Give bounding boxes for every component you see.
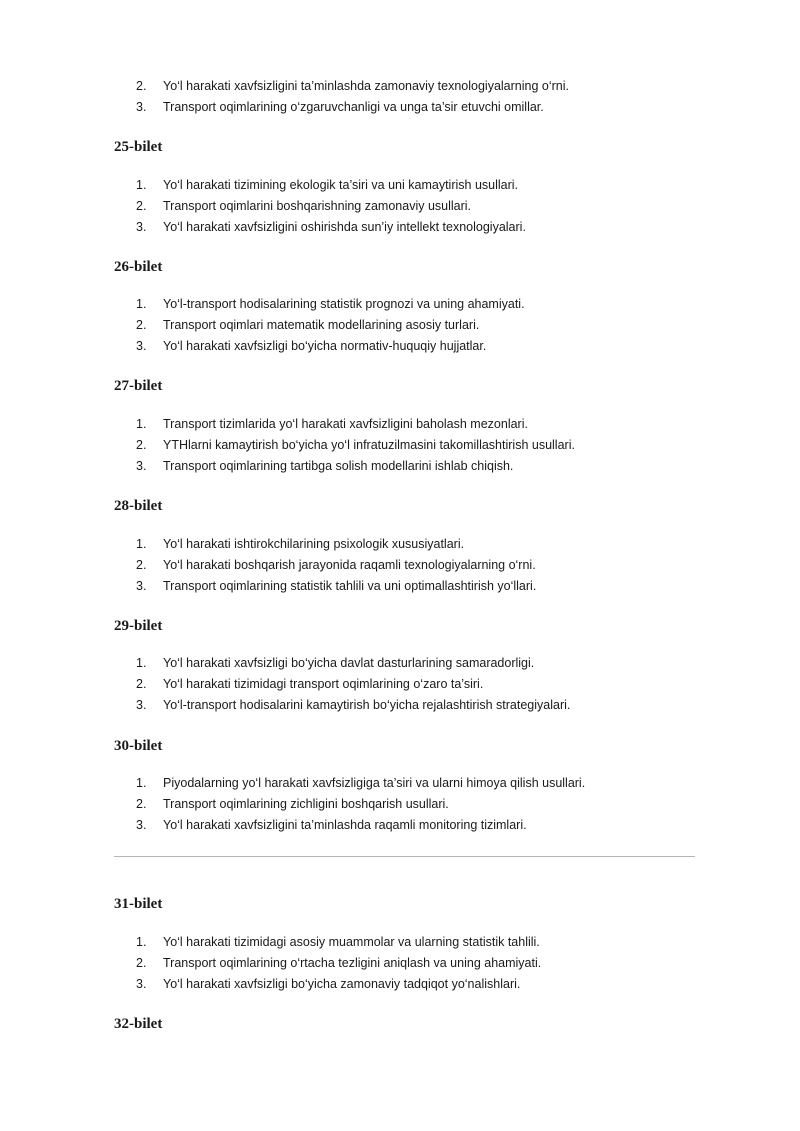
question-number: 2. (136, 956, 147, 970)
question-text: Yo‘l harakati xavfsizligini ta’minlashda raqamli monitoring tizimlari. (163, 818, 527, 832)
question-text: Yo‘l harakati ishtirokchilarining psixologik xususiyatlari. (163, 537, 465, 551)
ticket-title: 25-bilet (114, 139, 163, 155)
question-number: 1. (136, 935, 147, 949)
question-number: 3. (136, 339, 147, 353)
question-number: 2. (136, 79, 147, 93)
question-number: 1. (136, 178, 147, 192)
intro-question-list (0, 76, 800, 118)
question-text: Yo‘l harakati xavfsizligini oshirishda sun’iy intellekt texnologiyalari. (163, 220, 526, 234)
question-text: Yo‘l harakati xavfsizligi bo‘yicha zamonaviy tadqiqot yo‘nalishlari. (163, 977, 521, 991)
list-item (0, 695, 800, 716)
question-number: 1. (136, 776, 147, 790)
question-number: 2. (136, 677, 147, 691)
list-item (0, 653, 800, 674)
list-item (0, 555, 800, 576)
question-number: 2. (136, 558, 147, 572)
question-text: Transport oqimlari matematik modellarining asosiy turlari. (163, 318, 480, 332)
ticket-question-list (0, 414, 800, 477)
question-text: Yo‘l harakati boshqarish jarayonida raqamli texnologiyalarning o‘rni. (163, 558, 536, 572)
list-item (0, 217, 800, 238)
question-number: 3. (136, 977, 147, 991)
question-text: Transport tizimlarida yo‘l harakati xavfsizligini baholash mezonlari. (163, 417, 528, 431)
list-item (0, 97, 800, 118)
ticket-question-list (0, 534, 800, 597)
question-number: 3. (136, 100, 147, 114)
question-text: Yo‘l-transport hodisalarining statistik prognozi va uning ahamiyati. (163, 297, 525, 311)
question-text: Transport oqimlarining o‘rtacha tezligini aniqlash va uning ahamiyati. (163, 956, 542, 970)
question-number: 3. (136, 220, 147, 234)
question-text: Yo‘l harakati xavfsizligini ta’minlashda zamonaviy texnologiyalarning o‘rni. (163, 79, 569, 93)
ticket-title: 29-bilet (114, 618, 163, 634)
list-item (0, 534, 800, 555)
question-text: Transport oqimlarining o‘zgaruvchanligi va unga ta’sir etuvchi omillar. (163, 100, 544, 114)
question-number: 2. (136, 318, 147, 332)
question-text: YTHlarni kamaytirish bo‘yicha yo‘l infratuzilmasini takomillashtirish usullari. (163, 438, 575, 452)
list-item (0, 336, 800, 357)
question-text: Transport oqimlarining zichligini boshqarish usullari. (163, 797, 449, 811)
ticket-title: 28-bilet (114, 498, 163, 514)
question-number: 1. (136, 656, 147, 670)
question-number: 1. (136, 297, 147, 311)
ticket-question-list (0, 175, 800, 238)
horizontal-divider (114, 856, 695, 857)
question-text: Yo‘l harakati xavfsizligi bo‘yicha normativ-huquqiy hujjatlar. (163, 339, 487, 353)
list-item (0, 674, 800, 695)
list-item (0, 456, 800, 477)
question-number: 3. (136, 698, 147, 712)
list-item (0, 953, 800, 974)
list-item (0, 576, 800, 597)
question-text: Transport oqimlarining statistik tahlili va uni optimallashtirish yo‘llari. (163, 579, 537, 593)
list-item (0, 196, 800, 217)
list-item (0, 76, 800, 97)
question-text: Yo‘l harakati tizimidagi asosiy muammolar va ularning statistik tahlili. (163, 935, 540, 949)
question-number: 2. (136, 438, 147, 452)
list-item (0, 794, 800, 815)
question-text: Piyodalarning yo‘l harakati xavfsizligiga ta’siri va ularni himoya qilish usullari. (163, 776, 586, 790)
question-number: 3. (136, 818, 147, 832)
question-text: Yo‘l harakati tizimining ekologik ta’siri va uni kamaytirish usullari. (163, 178, 519, 192)
question-text: Transport oqimlarini boshqarishning zamonaviy usullari. (163, 199, 472, 213)
ticket-title: 27-bilet (114, 378, 163, 394)
ticket-title: 26-bilet (114, 259, 163, 275)
ticket-question-list (0, 773, 800, 836)
list-item (0, 414, 800, 435)
ticket-question-list (0, 653, 800, 716)
question-number: 2. (136, 199, 147, 213)
list-item (0, 773, 800, 794)
ticket-question-list (0, 294, 800, 357)
list-item (0, 932, 800, 953)
question-number: 1. (136, 417, 147, 431)
list-item (0, 175, 800, 196)
question-text: Yo‘l harakati tizimidagi transport oqimlarining o‘zaro ta’siri. (163, 677, 484, 691)
ticket-title: 31-bilet (114, 896, 163, 912)
question-text: Yo‘l-transport hodisalarini kamaytirish bo‘yicha rejalashtirish strategiyalari. (163, 698, 571, 712)
list-item (0, 974, 800, 995)
question-number: 2. (136, 797, 147, 811)
question-number: 3. (136, 459, 147, 473)
list-item (0, 315, 800, 336)
ticket-title: 30-bilet (114, 738, 163, 754)
question-number: 1. (136, 537, 147, 551)
question-number: 3. (136, 579, 147, 593)
list-item (0, 294, 800, 315)
ticket-title: 32-bilet (114, 1016, 163, 1032)
list-item (0, 435, 800, 456)
question-text: Transport oqimlarining tartibga solish modellarini ishlab chiqish. (163, 459, 514, 473)
ticket-question-list (0, 932, 800, 995)
question-text: Yo‘l harakati xavfsizligi bo‘yicha davlat dasturlarining samaradorligi. (163, 656, 535, 670)
list-item (0, 815, 800, 836)
